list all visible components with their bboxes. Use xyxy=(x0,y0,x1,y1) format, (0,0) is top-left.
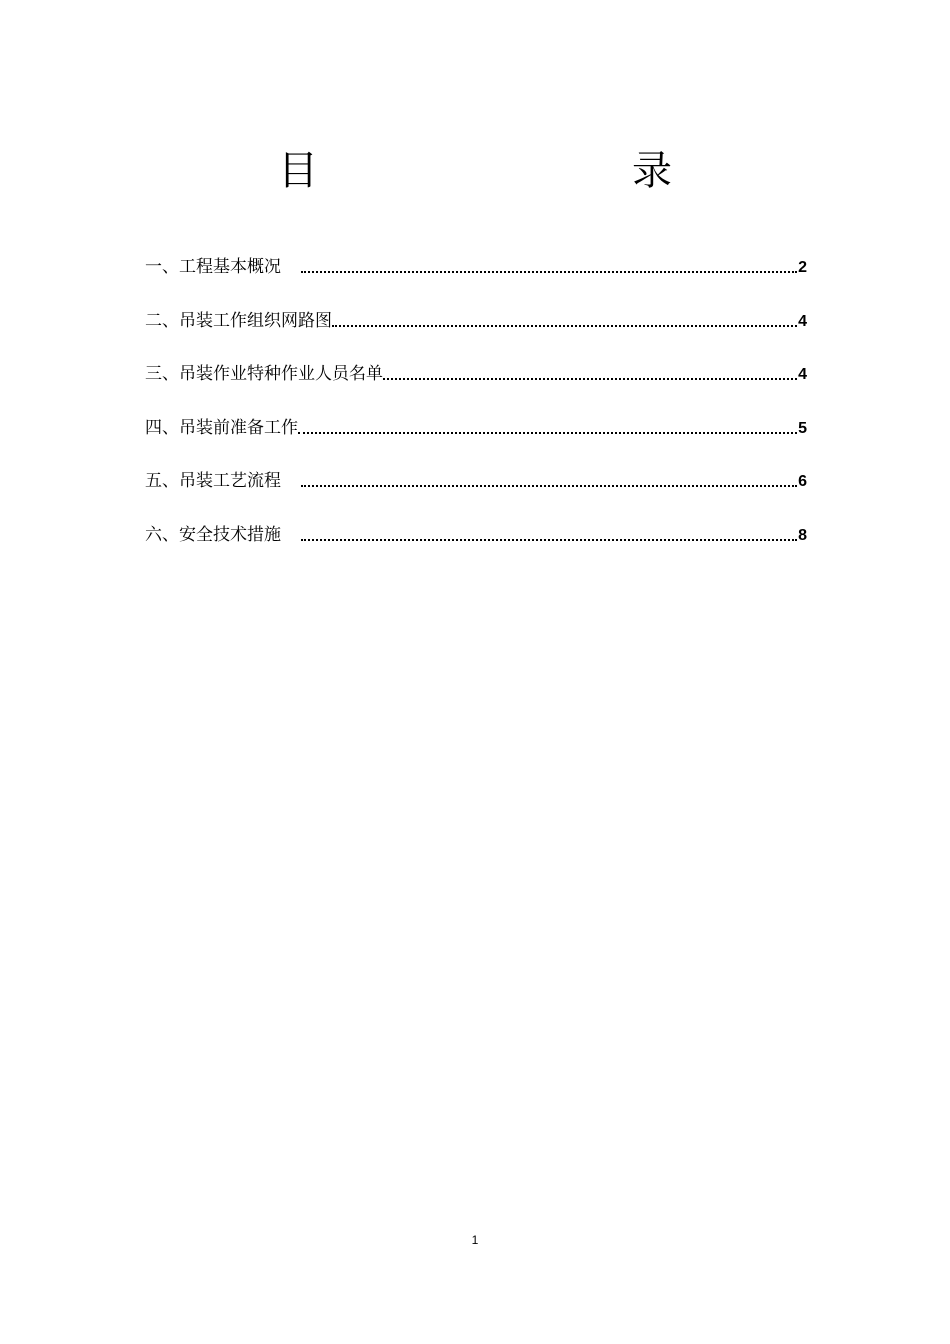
toc-entry-label: 二、吊装工作组织网路图 xyxy=(145,310,332,331)
toc-entry-label: 一、工程基本概况 xyxy=(145,257,281,277)
toc-entry-label: 四、吊装前准备工作 xyxy=(145,417,298,438)
toc-entry[interactable] xyxy=(145,415,807,442)
toc-entry-page: 4 xyxy=(798,366,807,384)
toc-entry[interactable] xyxy=(145,468,807,495)
toc-entry-label: 五、吊装工艺流程 xyxy=(145,471,281,492)
toc-entry-page: 4 xyxy=(798,312,807,330)
toc-dot-leader xyxy=(301,271,797,273)
toc-entry[interactable] xyxy=(145,361,807,388)
toc-dot-leader xyxy=(298,432,797,434)
toc-dot-leader xyxy=(332,325,797,327)
toc-dot-leader xyxy=(383,378,797,380)
toc-dot-leader xyxy=(301,539,797,541)
toc-entry-page: 6 xyxy=(798,473,807,491)
page-title: 目 录 xyxy=(278,148,750,194)
toc-entry[interactable] xyxy=(145,308,807,335)
toc-entry-page: 5 xyxy=(798,419,807,437)
toc-entry-page: 2 xyxy=(798,259,807,276)
toc-entry-label: 三、吊装作业特种作业人员名单 xyxy=(145,364,383,385)
toc-entry-label: 六、安全技术措施 xyxy=(145,524,281,545)
toc-dot-leader xyxy=(301,485,797,487)
toc-entry-page: 8 xyxy=(798,526,807,544)
toc-entry[interactable] xyxy=(145,254,807,281)
page-number: 1 xyxy=(471,1233,479,1247)
toc-entry[interactable] xyxy=(145,522,807,549)
table-of-contents xyxy=(145,254,807,576)
